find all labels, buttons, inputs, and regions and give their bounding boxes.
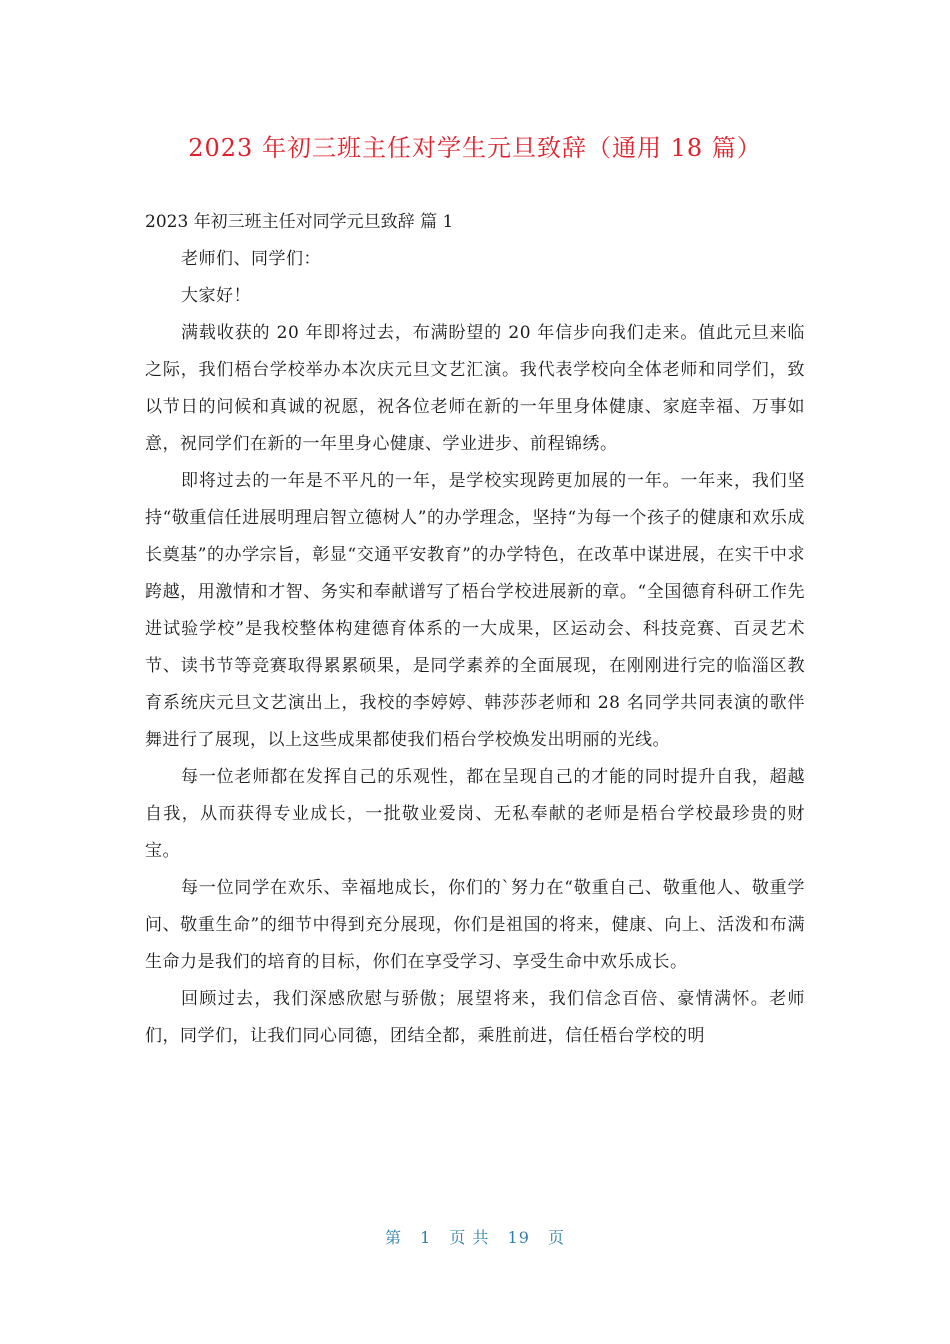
document-body	[145, 204, 805, 1055]
paragraph: 每一位老师都在发挥自己的乐观性，都在呈现自己的才能的同时提升自我，超越自我，从而获得专业成长，一批敬业爱岗、无私奉献的老师是梧台学校最珍贵的财宝。	[145, 767, 805, 861]
paragraph: 每一位同学在欢乐、幸福地成长，你们的`努力在“敬重自己、敬重他人、敬重学问、敬重生命”的细节中得到充分展现，你们是祖国的将来，健康、向上、活泼和布满生命力是我们的培育的目标，你们在享受学习、享受生命中欢乐成长。	[145, 878, 805, 972]
footer-total-pages: 19	[507, 1228, 530, 1247]
paragraph: 回顾过去，我们深感欣慰与骄傲；展望将来，我们信念百倍、豪情满怀。老师们，同学们，让我们同心同德，团结全都，乘胜前进，信任梧台学校的明	[145, 989, 805, 1046]
footer-prefix: 第	[384, 1228, 402, 1247]
footer-middle: 页 共	[449, 1228, 490, 1247]
paragraph-greeting: 老师们、同学们：	[181, 249, 321, 269]
document-title: 2023 年初三班主任对学生元旦致辞（通用 18 篇）	[188, 134, 762, 162]
section-heading: 2023 年初三班主任对同学元旦致辞 篇 1	[145, 212, 454, 232]
page-footer	[0, 1225, 950, 1248]
paragraph-hello: 大家好！	[181, 286, 251, 306]
footer-current-page: 1	[420, 1228, 432, 1247]
paragraph: 满载收获的 20 年即将过去，布满盼望的 20 年信步向我们走来。值此元旦来临之际，我们梧台学校举办本次庆元旦文艺汇演。我代表学校向全体老师和同学们，致以节日的问候和真诚的祝愿，祝各位老师在新的一年里身体健康、家庭幸福、万事如意，祝同学们在新的一年里身心健康、学业进步、前程锦绣。	[145, 323, 805, 454]
paragraph: 即将过去的一年是不平凡的一年，是学校实现跨更加展的一年。一年来，我们坚持“敬重信任进展明理启智立德树人”的办学理念，坚持“为每一个孩子的健康和欢乐成长奠基”的办学宗旨，彰显“交通平安教育”的办学特色，在改革中谋进展，在实干中求跨越，用激情和才智、务实和奉献谱写了梧台学校进展新的章。“全国德育科研工作先进试验学校”是我校整体构建德育体系的一大成果，区运动会、科技竞赛、百灵艺术节、读书节等竞赛取得累累硕果，是同学素养的全面展现，在刚刚进行完的临淄区教育系统庆元旦文艺演出上，我校的李婷婷、韩莎莎老师和 28 名同学共同表演的歌伴舞进行了展现，以上这些成果都使我们梧台学校焕发出明丽的光线。	[145, 471, 805, 750]
footer-suffix: 页	[548, 1228, 566, 1247]
